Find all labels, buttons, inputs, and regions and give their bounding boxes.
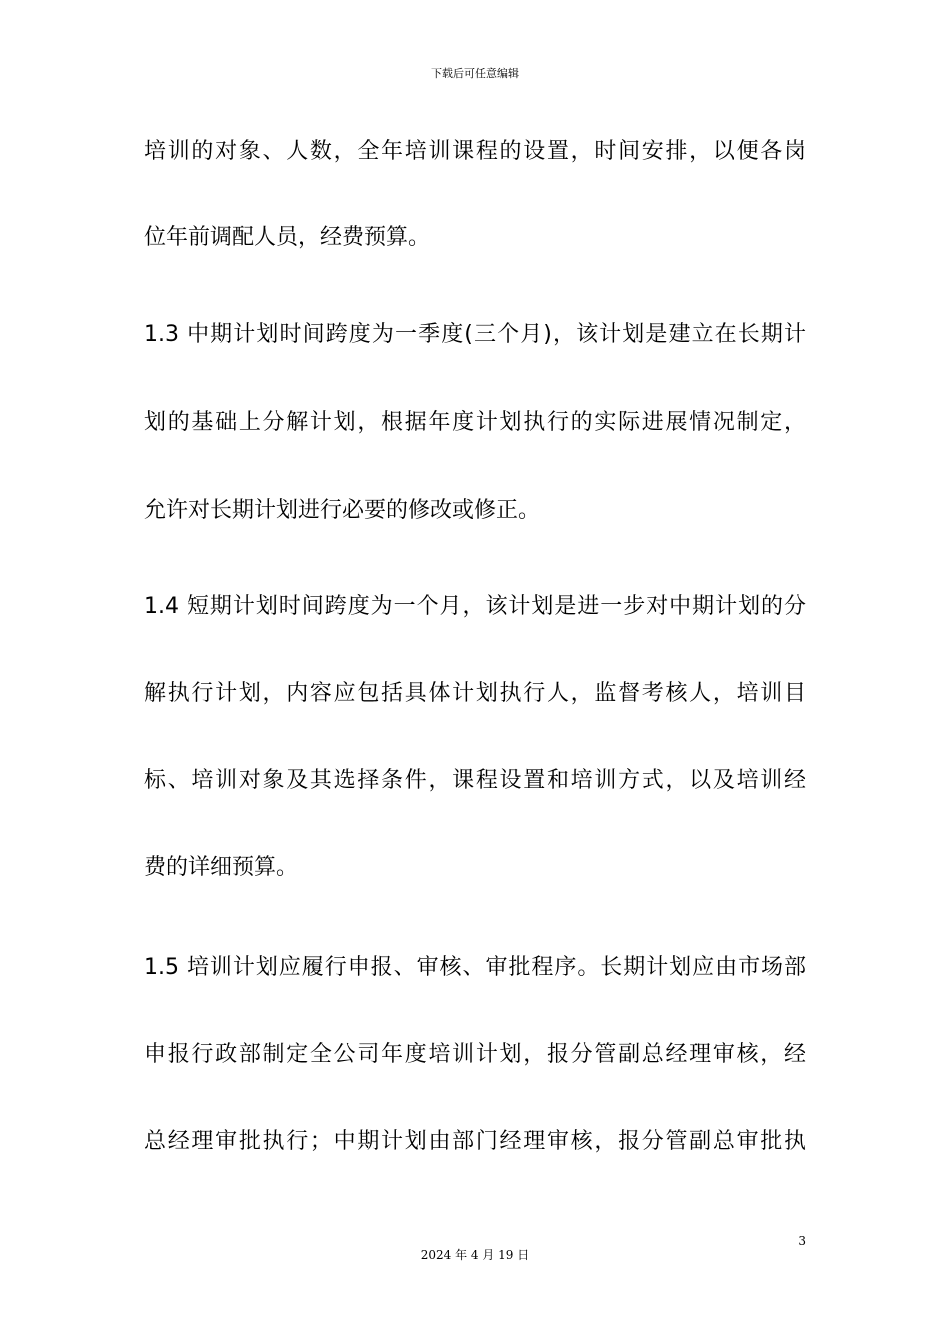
text-line-12: 总经理审批执行；中期计划由部门经理审核，报分管副总审批执 [144, 1129, 806, 1154]
text-line-11: 申报行政部制定全公司年度培训计划，报分管副总经理审核，经 [144, 1042, 806, 1067]
text-line-9: 费的详细预算。 [144, 855, 299, 880]
text-line-7: 解执行计划，内容应包括具体计划执行人，监督考核人，培训目 [144, 681, 806, 706]
text-line-5: 允许对长期计划进行必要的修改或修正。 [144, 498, 541, 523]
text-line-6: 1.4 短期计划时间跨度为一个月，该计划是进一步对中期计划的分 [144, 594, 806, 619]
page-number: 3 [798, 1234, 806, 1248]
text-line-1: 培训的对象、人数，全年培训课程的设置，时间安排，以便各岗 [144, 139, 806, 164]
page-header: 下载后可任意编辑 [431, 67, 519, 80]
text-line-8: 标、培训对象及其选择条件，课程设置和培训方式，以及培训经 [144, 768, 806, 793]
text-line-4: 划的基础上分解计划，根据年度计划执行的实际进展情况制定， [144, 410, 806, 435]
text-line-2: 位年前调配人员，经费预算。 [144, 225, 431, 250]
text-line-3: 1.3 中期计划时间跨度为一季度(三个月)，该计划是建立在长期计 [144, 322, 806, 347]
page-footer-date: 2024 年 4 月 19 日 [420, 1248, 530, 1262]
text-line-10: 1.5 培训计划应履行申报、审核、审批程序。长期计划应由市场部 [144, 955, 806, 980]
